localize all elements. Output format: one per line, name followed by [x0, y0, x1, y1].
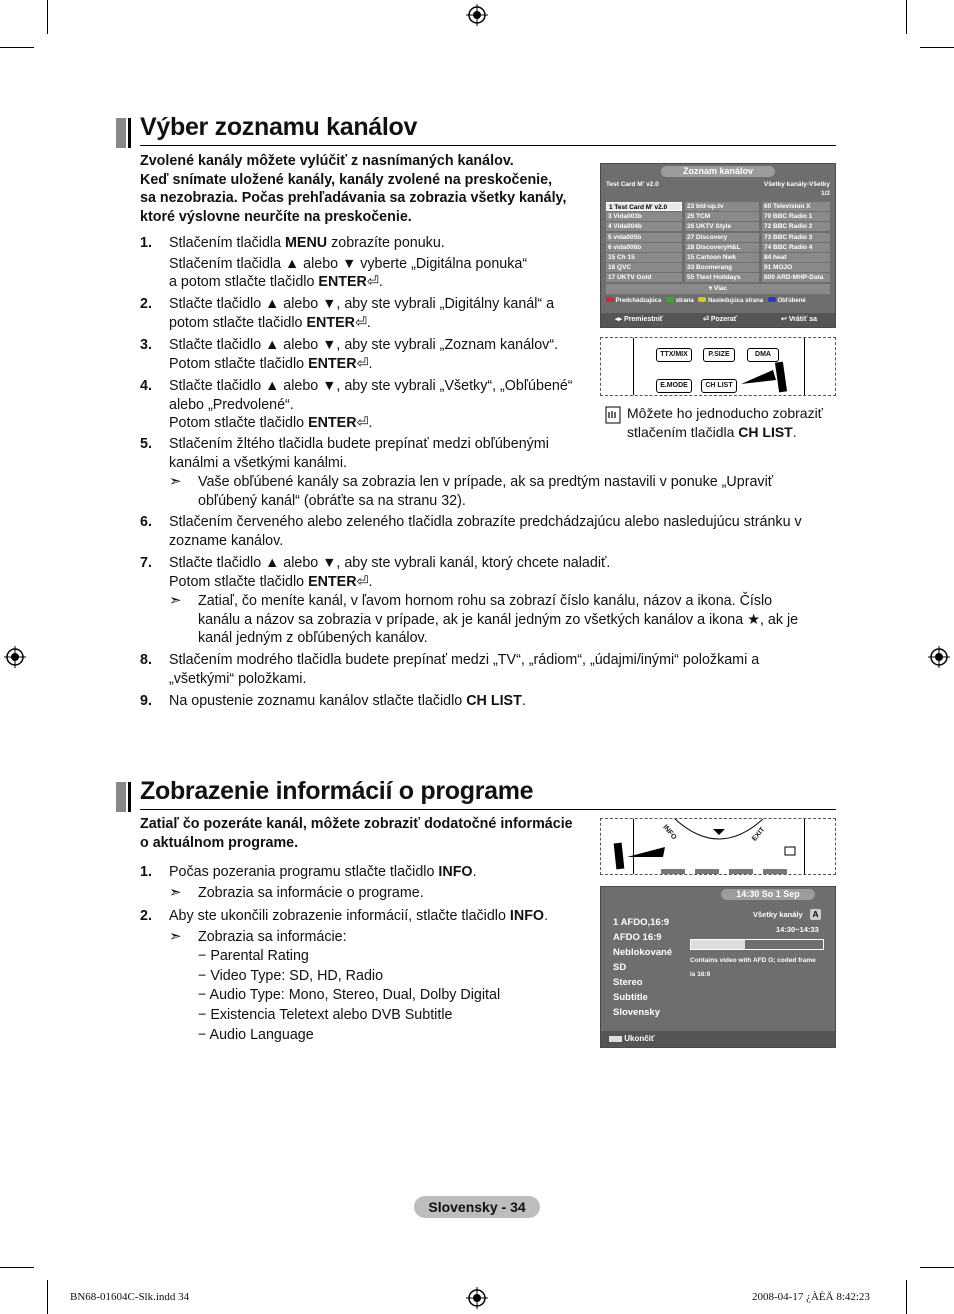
remote-control-illustration — [600, 337, 836, 396]
heading-bar-decoration — [128, 118, 131, 148]
p-size-button[interactable]: P.SIZE — [703, 348, 735, 362]
section-intro — [140, 152, 590, 226]
step-number: 1. — [140, 235, 152, 251]
detail-line: Subtitle — [613, 992, 648, 1003]
channel-entry[interactable]: 1 Test Card M' v2.0 — [606, 202, 682, 211]
step-text: Počas pozerania programu stlačte tlačidlo INFO. — [169, 864, 477, 880]
detail-line: AFDO 16:9 — [613, 932, 662, 943]
channel-entry[interactable]: 25 TCM — [685, 212, 759, 221]
step-text: Stlačením červeného alebo zeleného tlačidla zobrazíte predchádzajúcu alebo nasledujúcu stránku v — [169, 514, 802, 530]
step-text: „všetkými“ položkami. — [169, 670, 307, 687]
exit-button[interactable]: EXIT — [751, 826, 767, 843]
channel-entry[interactable]: 70 BBC Radio 1 — [762, 212, 830, 221]
channel-entry[interactable]: 4 Vida004b — [606, 222, 682, 231]
step-number: 4. — [140, 378, 152, 394]
step-item — [140, 907, 580, 927]
step-item — [140, 692, 820, 711]
channel-entry[interactable]: 84 heat — [762, 253, 830, 262]
detail-line: SD — [613, 962, 627, 973]
description-line: Contains video with AFD O; coded frame — [690, 957, 816, 964]
section-intro — [140, 815, 600, 852]
note-text: Vaše obľúbené kanály sa zobrazia len v prípade, ak sa predtým nastavili v ponuke „Upraviť — [198, 474, 774, 490]
crop-mark — [920, 47, 954, 48]
step-text: Stlačením tlačidla MENU zobrazíte ponuku. — [169, 235, 445, 251]
channel-entry[interactable]: 6 vida006b — [606, 243, 682, 252]
heading-rule — [140, 809, 836, 810]
step-text: zozname kanálov. — [169, 532, 284, 549]
slug-date: 2008-04-17 ¿ÀÈÄ 8:42:23 — [752, 1291, 870, 1303]
step-text: Potom stlačte tlačidlo ENTER⏎. — [169, 415, 373, 431]
step-note — [169, 473, 819, 510]
return-label: Vrátiť sa — [788, 316, 818, 323]
info-list-item: − Audio Type: Mono, Stereo, Dual, Dolby Digital — [198, 987, 501, 1004]
ttx-mix-button[interactable]: TTX/MIX — [656, 348, 692, 362]
channel-entry[interactable]: 73 BBC Radio 3 — [762, 233, 830, 242]
crop-mark — [920, 1267, 954, 1268]
step-item — [140, 554, 820, 591]
step-item — [140, 651, 820, 688]
channel-list-screen — [600, 163, 836, 328]
heading-bar-decoration — [128, 782, 131, 812]
step-number: 2. — [140, 908, 152, 924]
pointer-arrow-icon — [613, 839, 669, 871]
channel-entry[interactable]: 15 Cartoon Nwk — [685, 253, 759, 262]
info-list-item: − Audio Language — [198, 1026, 314, 1043]
step-number: 8. — [140, 652, 152, 668]
note-text: obľúbený kanál“ (obráťte sa na stranu 32). — [198, 492, 466, 509]
step-text: Potom stlačte tlačidlo ENTER⏎. — [169, 355, 373, 372]
mode-badge: A — [810, 909, 821, 920]
intro-line: Zatiaľ čo pozeráte kanál, môžete zobraziť dodatočné informácie — [140, 816, 573, 832]
return-hint: ↩ Vrátiť sa — [781, 316, 818, 323]
tip-text — [627, 404, 823, 441]
heading-bar-decoration — [116, 118, 126, 148]
step-text: Stlačením modrého tlačidla budete prepínať medzi „TV“, „rádiom“, „údajmi/inými“ položkami a — [169, 652, 760, 668]
channel-entry[interactable]: 3 Vida003b — [606, 212, 682, 221]
list-mode: Všetky kanály-Všetky — [763, 181, 830, 188]
channel-entry[interactable]: 800 ARD-MHP-Data — [762, 273, 830, 282]
watch-label: Pozerať — [710, 316, 738, 323]
step-text: Stlačte tlačidlo ▲ alebo ▼, aby ste vybrali „Všetky“, „Obľúbené“ — [169, 378, 573, 394]
step-text: Stlačením tlačidla ▲ alebo ▼ vyberte „Digitálna ponuka“ — [169, 255, 528, 272]
step-text: a potom stlačte tlačidlo ENTER⏎. — [169, 274, 383, 290]
info-list-item: − Existencia Teletext alebo DVB Subtitle — [198, 1007, 453, 1024]
channel-entry[interactable]: 23 bid-up.tv — [685, 202, 759, 211]
slug-file: BN68-01604C-Slk.indd 34 — [70, 1291, 190, 1303]
program-details — [613, 915, 672, 1020]
note-arrow-icon: ➣ — [169, 592, 182, 609]
channel-entry[interactable]: 16 QVC — [606, 263, 682, 272]
program-progress-bar — [690, 939, 824, 950]
note-text: kanálu a názov sa zobrazia v prípade, ak je kanál jedným zo všetkých kanálov a ikona ★, ak je — [198, 611, 799, 628]
ch-list-button[interactable]: CH LIST — [701, 379, 737, 393]
channel-entry[interactable]: 72 BBC Radio 2 — [762, 222, 830, 231]
info-button[interactable]: INFO — [661, 823, 678, 842]
channel-entry[interactable]: 15 Ch 15 — [606, 253, 682, 262]
channel-entry[interactable]: 60 Television X — [762, 202, 830, 211]
program-time: 14:30~14:33 — [776, 925, 819, 934]
e-mode-button[interactable]: E.MODE — [656, 379, 692, 393]
note-text: kanál jedným z obľúbených kanálov. — [198, 630, 428, 646]
current-channel: Test Card M' v2.0 — [606, 181, 659, 188]
note-text: Zobrazia sa informácie: — [198, 929, 347, 945]
move-label: Premiestniť — [623, 316, 664, 323]
note-arrow-icon: ➣ — [169, 473, 182, 490]
screen-footer — [601, 313, 835, 327]
detail-line: Slovensky — [613, 1007, 660, 1018]
intro-line: ktoré výslovne neurčíte na preskočenie. — [140, 208, 412, 225]
note-arrow-icon: ➣ — [169, 884, 182, 901]
crop-mark — [47, 0, 48, 34]
step-item — [140, 513, 820, 550]
channel-entry[interactable]: 74 BBC Radio 4 — [762, 243, 830, 252]
crop-mark — [906, 0, 907, 34]
step-number: 5. — [140, 436, 152, 452]
section-title: Zobrazenie informácií o programe — [140, 777, 534, 805]
remote-edge — [804, 338, 805, 395]
step-text: Stlačením žltého tlačidla budete prepínať medzi obľúbenými — [169, 436, 549, 452]
step-note — [169, 592, 819, 648]
step-text: Stlačte tlačidlo ▲ alebo ▼, aby ste vybrali „Digitálny kanál“ a — [169, 296, 555, 312]
screen-header: 14:30 So 1 Sep — [721, 889, 815, 900]
description-line: is 16:9 — [690, 971, 711, 978]
intro-line: Zvolené kanály môžete vylúčiť z nasnímaných kanálov. — [140, 153, 514, 169]
step-text: Aby ste ukončili zobrazenie informácií, stlačte tlačidlo INFO. — [169, 908, 549, 924]
legend-next: Nasledujúca strana — [708, 298, 764, 304]
note-icon — [605, 406, 621, 424]
exit-label: Ukončiť — [624, 1034, 655, 1043]
pointer-arrow-icon — [739, 360, 789, 394]
step-note — [169, 928, 589, 948]
note-text: Zobrazia sa informácie o programe. — [198, 885, 424, 901]
channel-mode: Všetky kanály — [753, 910, 803, 919]
more-row[interactable]: ▾ Viac — [606, 284, 830, 294]
legend-fav: Obľúbené — [777, 298, 806, 304]
step-number: 3. — [140, 337, 152, 353]
step-text: Stlačte tlačidlo ▲ alebo ▼, aby ste vybrali kanál, ktorý chcete naladiť. — [169, 555, 611, 571]
channel-entry[interactable]: 26 UKTV Style — [685, 222, 759, 231]
channel-entry[interactable]: 33 Boomerang — [685, 263, 759, 272]
step-text: alebo „Predvolené“. — [169, 396, 294, 413]
channel-entry[interactable]: 91 MOJO — [762, 263, 830, 272]
program-info-screen — [600, 886, 836, 1048]
step-number: 6. — [140, 514, 152, 530]
step-text: kanálmi a všetkými kanálmi. — [169, 454, 347, 471]
heading-rule — [140, 145, 836, 146]
page-number-label: Slovensky - 34 — [414, 1196, 540, 1218]
dma-button[interactable]: DMA — [747, 348, 779, 362]
detail-line: Stereo — [613, 977, 643, 988]
detail-line: Neblokované — [613, 947, 673, 958]
channel-entry[interactable]: 55 Ttext Holidays — [685, 273, 759, 282]
step-text: Stlačte tlačidlo ▲ alebo ▼, aby ste vybrali „Zoznam kanálov“. — [169, 337, 559, 353]
step-number: 2. — [140, 296, 152, 312]
move-hint: ◂▸ Premiestniť — [615, 316, 664, 323]
program-description — [690, 954, 816, 982]
registration-mark-icon — [4, 646, 26, 668]
info-list-item: − Parental Rating — [198, 948, 309, 964]
crop-mark — [47, 1280, 48, 1314]
tip-line: stlačením tlačidla CH LIST. — [627, 423, 797, 440]
intro-line: o aktuálnom programe. — [140, 834, 299, 851]
info-list — [198, 947, 500, 1046]
more-label: Viac — [713, 285, 728, 292]
step-text: Na opustenie zoznamu kanálov stlačte tlačidlo CH LIST. — [169, 693, 526, 709]
program-progress-fill — [691, 940, 745, 949]
channel-entry[interactable]: 27 Discovery — [685, 233, 759, 242]
registration-mark-icon — [466, 4, 488, 26]
detail-line: 1 AFDO,16:9 — [613, 917, 670, 928]
legend-prev: Predchádzajúca — [615, 298, 662, 304]
note-arrow-icon: ➣ — [169, 928, 182, 945]
step-item — [140, 863, 580, 883]
info-list-item: − Video Type: SD, HD, Radio — [198, 967, 384, 984]
intro-line: sa nezobrazia. Počas prehľadávania sa zobrazia všetky kanály, — [140, 190, 567, 206]
watch-hint: ⏎ Pozerať — [703, 316, 738, 323]
note-text: Zatiaľ, čo meníte kanál, v ľavom hornom rohu sa zobrazí číslo kanálu, názov a ikona. Číslo — [198, 593, 773, 609]
section-title: Výber zoznamu kanálov — [140, 113, 418, 141]
crop-mark — [906, 1280, 907, 1314]
exit-key-icon — [609, 1036, 622, 1042]
page-indicator: 1/2 — [820, 190, 830, 197]
remote-edge — [804, 819, 805, 874]
registration-mark-icon — [928, 646, 950, 668]
legend-page: strana — [675, 298, 694, 304]
intro-line: Keď snímate uložené kanály, kanály zvolené na preskočenie, — [140, 171, 553, 188]
step-number: 1. — [140, 864, 152, 880]
crop-mark — [0, 47, 34, 48]
color-legend — [606, 297, 830, 304]
screen-footer — [601, 1031, 835, 1047]
channel-entry[interactable]: 17 UKTV Gold — [606, 273, 682, 282]
step-number: 9. — [140, 693, 152, 709]
channel-entry[interactable]: 28 DiscoveryH&L — [685, 243, 759, 252]
screen-header: Zoznam kanálov — [661, 166, 775, 177]
crop-mark — [0, 1267, 34, 1268]
remote-control-illustration — [600, 818, 836, 875]
channel-entry[interactable]: 5 vida005b — [606, 233, 682, 242]
tip-line: Môžete ho jednoducho zobraziť — [627, 405, 823, 421]
registration-mark-icon — [466, 1287, 488, 1309]
step-text: potom stlačte tlačidlo ENTER⏎. — [169, 314, 371, 331]
heading-bar-decoration — [116, 782, 126, 812]
step-text: Potom stlačte tlačidlo ENTER⏎. — [169, 573, 373, 590]
step-number: 7. — [140, 555, 152, 571]
step-note — [169, 884, 589, 904]
remote-edge — [633, 338, 634, 395]
